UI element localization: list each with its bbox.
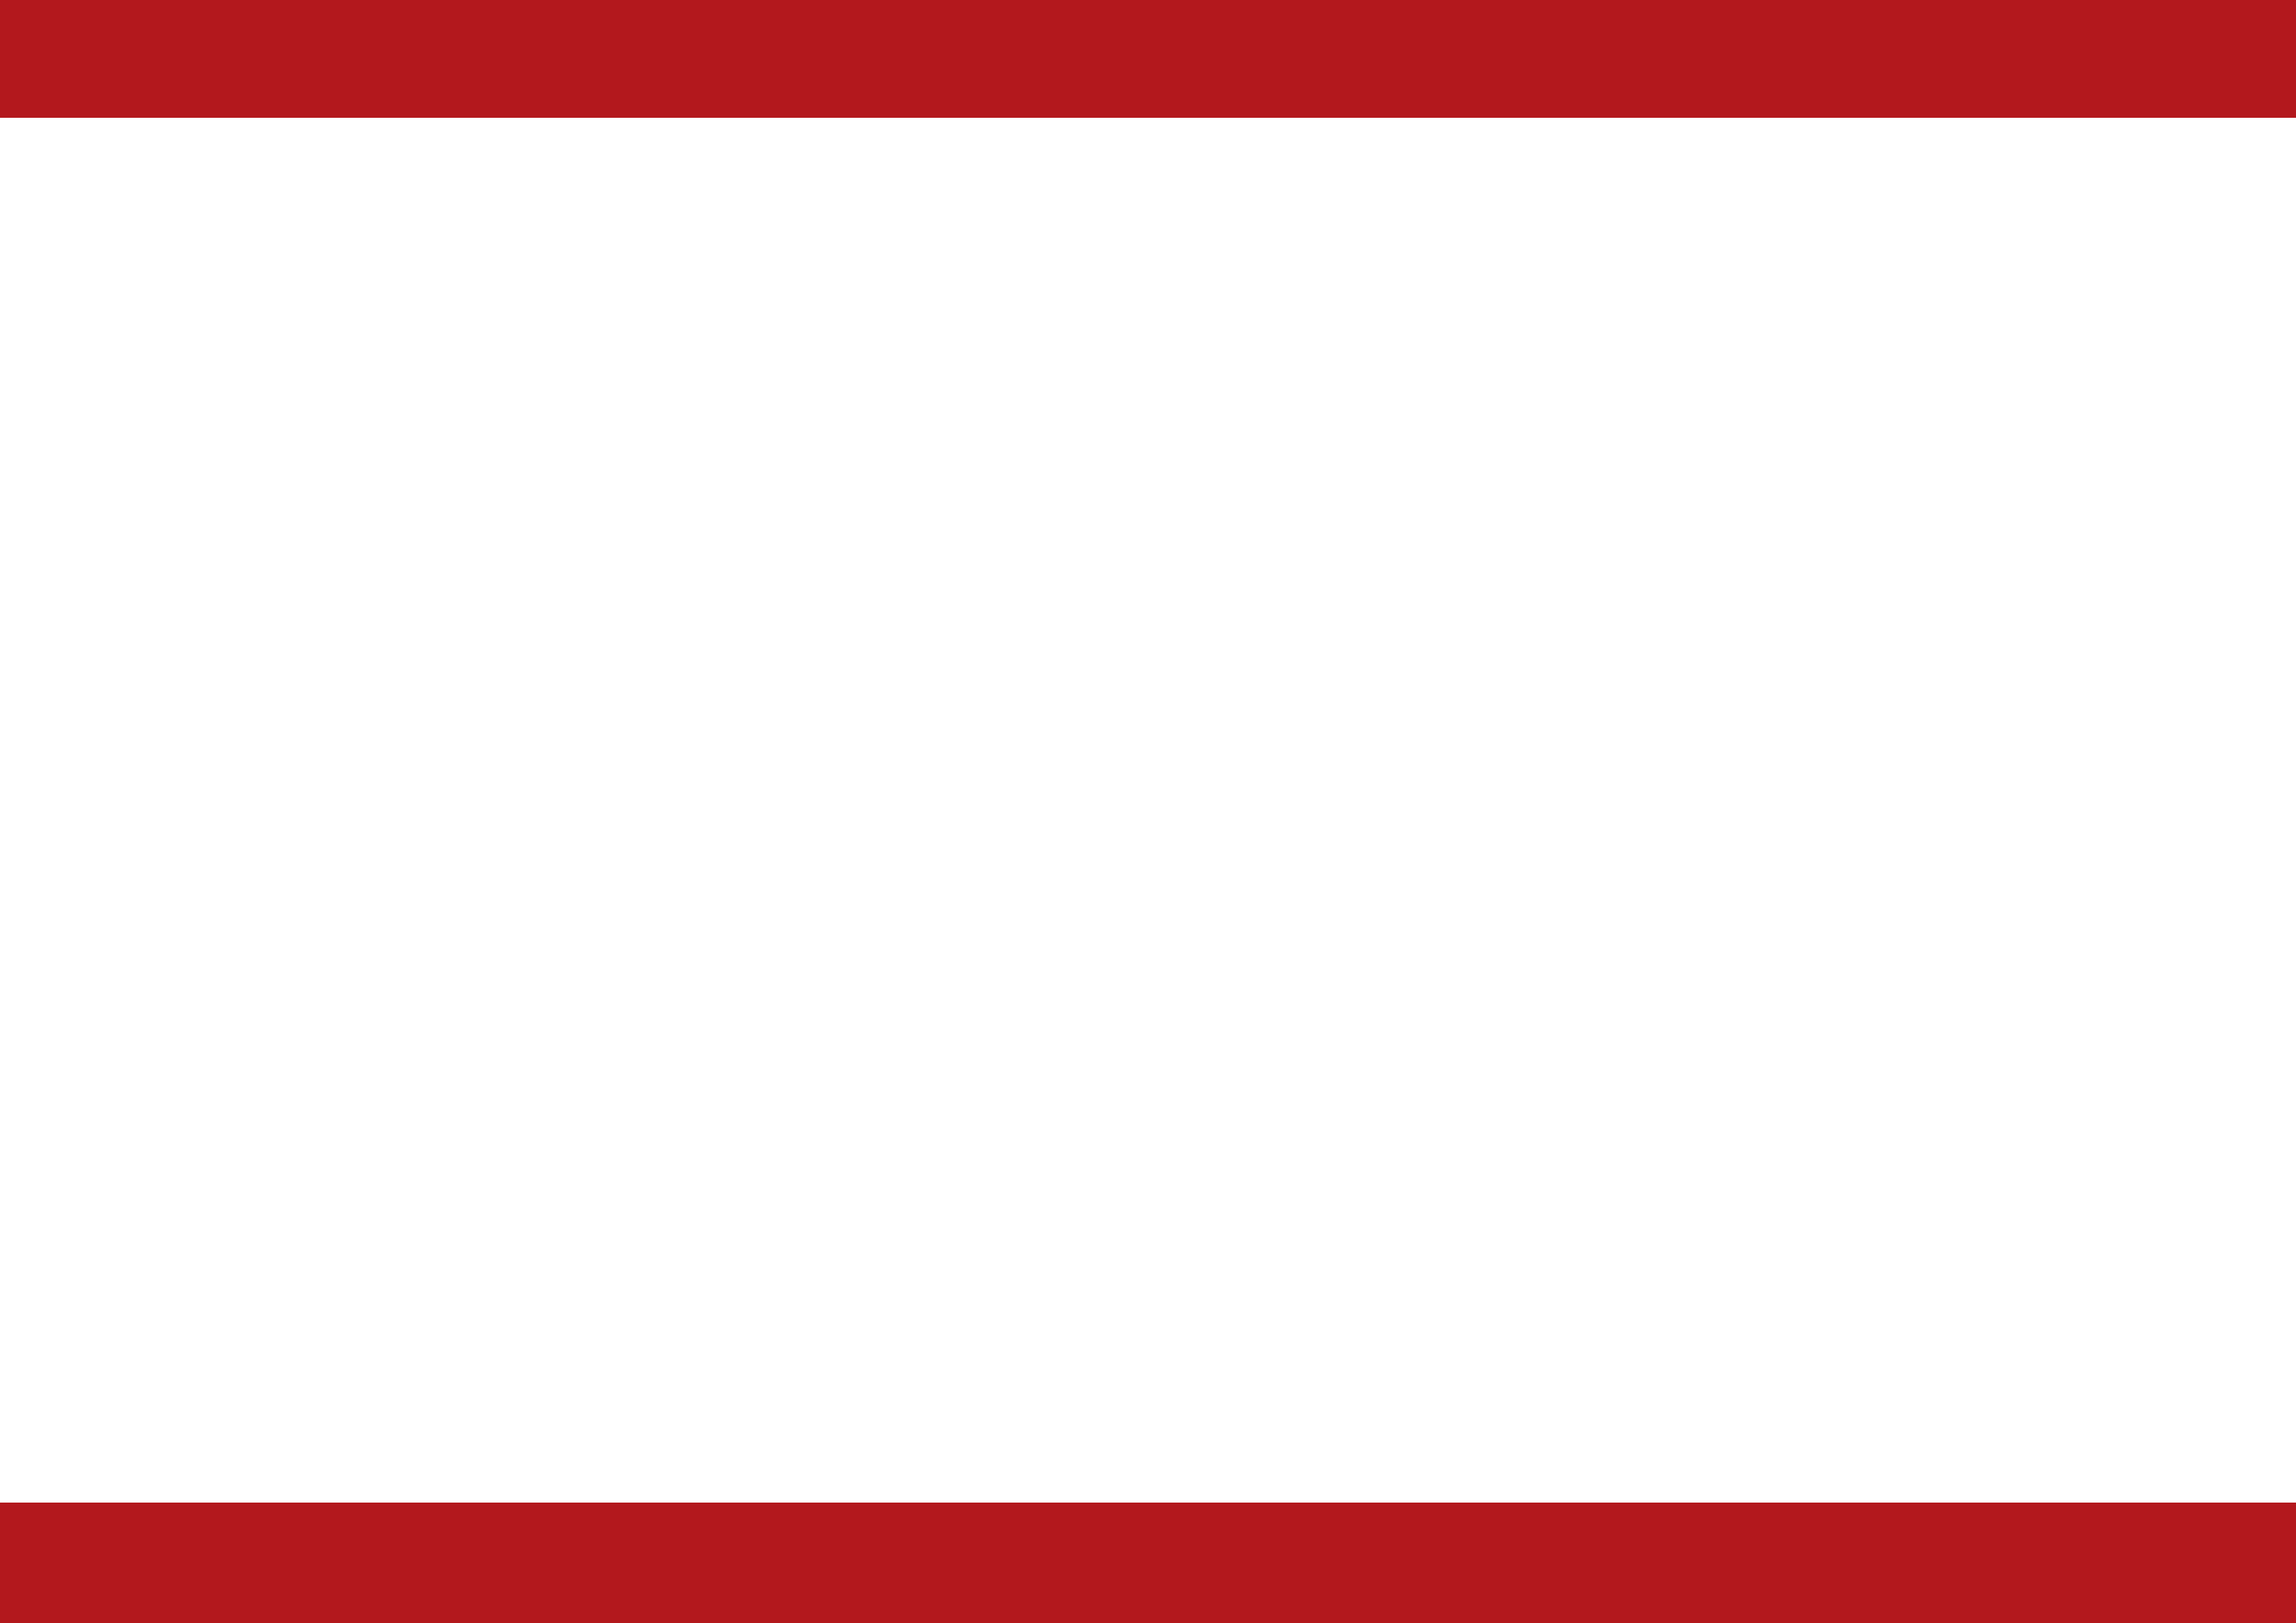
course-7	[1561, 171, 2271, 183]
course-2	[52, 609, 762, 620]
course-6	[807, 1043, 1517, 1055]
tree-pattern-bottom	[0, 1503, 2296, 1623]
course-8	[1561, 599, 2271, 611]
course-4	[807, 171, 1517, 183]
course-3	[52, 1106, 762, 1118]
top-banner	[0, 0, 2296, 118]
course-1	[52, 171, 762, 183]
course-5	[807, 609, 1517, 620]
footer-banner	[0, 1503, 2296, 1623]
tree-pattern-top	[0, 0, 2296, 118]
course-9	[1561, 954, 2271, 966]
